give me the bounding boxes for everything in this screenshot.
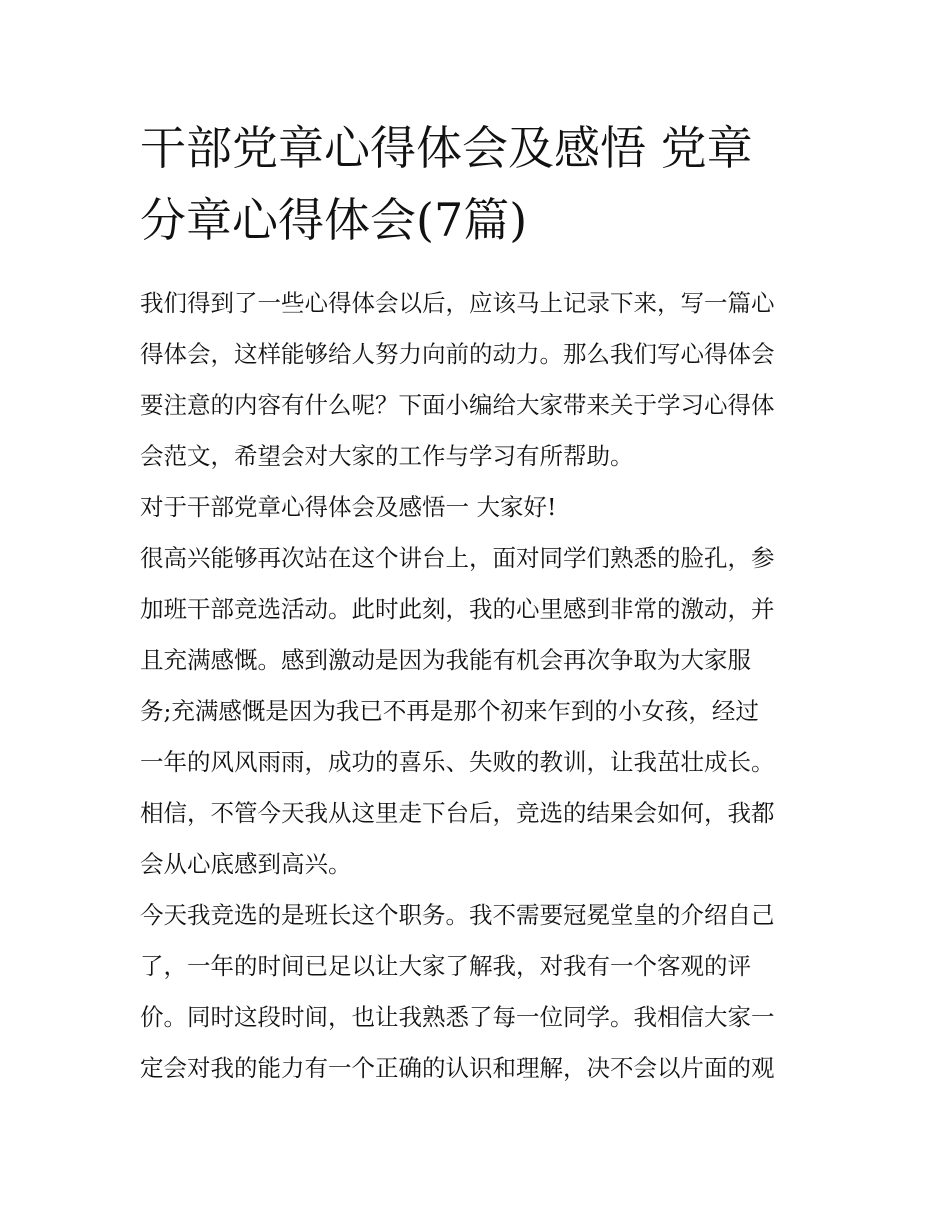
body-line: 很高兴能够再次站在这个讲台上，面对同学们熟悉的脸孔，参 xyxy=(140,544,775,572)
body-line: 会从心底感到高兴。 xyxy=(140,850,352,878)
body-line: 且充满感慨。感到激动是因为我能有机会再次争取为大家服 xyxy=(140,646,751,674)
body-line: 相信，不管今天我从这里走下台后，竞选的结果会如何，我都 xyxy=(140,799,775,827)
body-line: 得体会，这样能够给人努力向前的动力。那么我们写心得体会 xyxy=(140,340,775,368)
body-line: 对于干部党章心得体会及感悟一 大家好! xyxy=(140,493,557,521)
body-line: 一年的风风雨雨，成功的喜乐、失败的教训，让我茁壮成长。 xyxy=(140,748,775,776)
body-line: 价。同时这段时间，也让我熟悉了每一位同学。我相信大家一 xyxy=(140,1003,775,1031)
body-line: 我们得到了一些心得体会以后，应该马上记录下来，写一篇心 xyxy=(140,289,775,317)
body-line: 定会对我的能力有一个正确的认识和理解，决不会以片面的观 xyxy=(140,1054,775,1082)
title-line-1: 干部党章心得体会及感悟 党章 xyxy=(140,121,753,175)
document-title xyxy=(140,112,820,256)
body-line: 加班干部竞选活动。此时此刻，我的心里感到非常的激动，并 xyxy=(140,595,775,623)
title-line-2: 分章心得体会(7篇) xyxy=(140,193,528,247)
body-line: 今天我竞选的是班长这个职务。我不需要冠冕堂皇的介绍自己 xyxy=(140,901,775,929)
body-line: 了，一年的时间已足以让大家了解我，对我有一个客观的评 xyxy=(140,952,751,980)
body-line: 要注意的内容有什么呢？下面小编给大家带来关于学习心得体 xyxy=(140,391,775,419)
document-body xyxy=(140,278,830,1094)
body-line: 会范文，希望会对大家的工作与学习有所帮助。 xyxy=(140,442,634,470)
body-line: 务;充满感慨是因为我已不再是那个初来乍到的小女孩，经过 xyxy=(140,697,759,725)
